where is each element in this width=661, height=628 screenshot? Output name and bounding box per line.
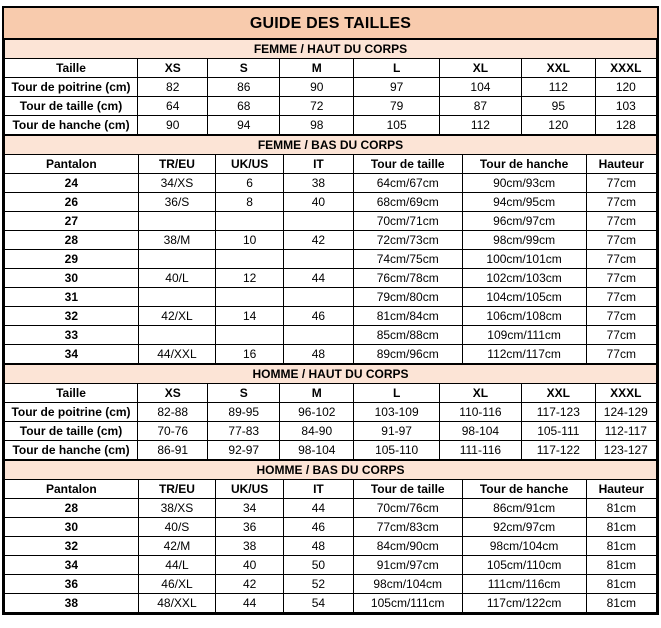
cell (138, 250, 216, 269)
cell: 42 (216, 575, 284, 594)
row-label: 31 (5, 288, 139, 307)
table-row (5, 518, 657, 537)
cell: 91cm/97cm (353, 556, 462, 575)
cell (284, 288, 354, 307)
cell: 103-109 (354, 403, 439, 422)
cell: 128 (595, 116, 656, 135)
cell: 81cm (586, 594, 656, 613)
cell: 97 (354, 78, 439, 97)
cell: 10 (216, 231, 284, 250)
cell: 81cm (586, 575, 656, 594)
cell (284, 212, 354, 231)
table-femme-bas-du-corps (4, 135, 657, 364)
cell: 111cm/116cm (462, 575, 586, 594)
column-header: XXXL (595, 384, 656, 403)
cell: 46/XL (138, 575, 216, 594)
row-label: Tour de hanche (cm) (5, 116, 138, 135)
cell: 44/L (138, 556, 216, 575)
table-row (5, 307, 657, 326)
cell: 98-104 (280, 441, 354, 460)
cell: 44 (284, 499, 354, 518)
cell: 48/XXL (138, 594, 216, 613)
cell: 38 (284, 174, 354, 193)
cell: 90 (138, 116, 208, 135)
section-bar-row (5, 136, 657, 155)
cell: 6 (216, 174, 284, 193)
column-header: Tour de taille (353, 155, 462, 174)
cell: 112-117 (595, 422, 656, 441)
cell (216, 326, 284, 345)
cell: 42 (284, 231, 354, 250)
cell: 38/M (138, 231, 216, 250)
column-header: S (208, 384, 280, 403)
cell: 77cm (586, 174, 656, 193)
cell: 109cm/111cm (462, 326, 586, 345)
cell: 96cm/97cm (462, 212, 586, 231)
cell: 98cm/104cm (462, 537, 586, 556)
cell: 117cm/122cm (462, 594, 586, 613)
cell: 90 (280, 78, 354, 97)
row-label: 26 (5, 193, 139, 212)
cell: 42/XL (138, 307, 216, 326)
row-label: 30 (5, 518, 139, 537)
cell: 70cm/76cm (353, 499, 462, 518)
cell: 112cm/117cm (462, 345, 586, 364)
row-label: 36 (5, 575, 139, 594)
cell: 81cm/84cm (353, 307, 462, 326)
cell: 40/L (138, 269, 216, 288)
table-row (5, 556, 657, 575)
table-femme-haut-du-corps (4, 39, 657, 135)
column-header: TR/EU (138, 480, 216, 499)
cell: 86-91 (138, 441, 208, 460)
cell (138, 288, 216, 307)
cell: 46 (284, 518, 354, 537)
column-header: XXL (521, 59, 595, 78)
column-header: Tour de hanche (462, 155, 586, 174)
cell: 84cm/90cm (353, 537, 462, 556)
row-label: 24 (5, 174, 139, 193)
row-label: 34 (5, 556, 139, 575)
cell: 98cm/99cm (462, 231, 586, 250)
cell: 96-102 (280, 403, 354, 422)
cell: 70cm/71cm (353, 212, 462, 231)
cell: 40/S (138, 518, 216, 537)
cell: 117-122 (521, 441, 595, 460)
cell: 120 (595, 78, 656, 97)
table-row (5, 345, 657, 364)
cell: 100cm/101cm (462, 250, 586, 269)
cell: 77-83 (208, 422, 280, 441)
row-label: 28 (5, 499, 139, 518)
cell: 36 (216, 518, 284, 537)
cell: 81cm (586, 499, 656, 518)
cell: 34/XS (138, 174, 216, 193)
cell: 85cm/88cm (353, 326, 462, 345)
cell: 48 (284, 537, 354, 556)
column-header: UK/US (216, 480, 284, 499)
cell: 16 (216, 345, 284, 364)
column-header: Tour de taille (353, 480, 462, 499)
column-header: XXL (521, 384, 595, 403)
cell: 77cm (586, 307, 656, 326)
column-header: Hauteur (586, 480, 656, 499)
size-guide-sheet (2, 6, 659, 615)
row-label: 34 (5, 345, 139, 364)
section-heading-femme-bas-du-corps: FEMME / BAS DU CORPS (5, 136, 657, 155)
cell: 94 (208, 116, 280, 135)
table-row (5, 441, 657, 460)
cell: 77cm (586, 193, 656, 212)
cell (284, 250, 354, 269)
cell: 92-97 (208, 441, 280, 460)
table-row (5, 575, 657, 594)
row-label: 33 (5, 326, 139, 345)
header-row (5, 384, 657, 403)
cell: 82 (138, 78, 208, 97)
cell: 105cm/110cm (462, 556, 586, 575)
cell: 112 (521, 78, 595, 97)
cell: 74cm/75cm (353, 250, 462, 269)
cell (216, 250, 284, 269)
cell (284, 326, 354, 345)
cell: 120 (521, 116, 595, 135)
cell: 12 (216, 269, 284, 288)
cell: 42/M (138, 537, 216, 556)
section-heading-homme-haut-du-corps: HOMME / HAUT DU CORPS (5, 365, 657, 384)
cell: 112 (439, 116, 521, 135)
cell: 98-104 (439, 422, 521, 441)
cell: 77cm (586, 212, 656, 231)
column-header: UK/US (216, 155, 284, 174)
section-bar-row (5, 40, 657, 59)
cell: 86cm/91cm (462, 499, 586, 518)
cell: 14 (216, 307, 284, 326)
cell: 40 (216, 556, 284, 575)
table-row (5, 594, 657, 613)
row-label: Tour de hanche (cm) (5, 441, 138, 460)
section-bar-row (5, 461, 657, 480)
header-row (5, 480, 657, 499)
table-row (5, 537, 657, 556)
table-row (5, 403, 657, 422)
row-label: Tour de poitrine (cm) (5, 403, 138, 422)
column-header: Hauteur (586, 155, 656, 174)
cell: 44/XXL (138, 345, 216, 364)
cell: 64 (138, 97, 208, 116)
table-homme-bas-du-corps (4, 460, 657, 613)
table-row (5, 78, 657, 97)
cell: 105 (354, 116, 439, 135)
cell: 79 (354, 97, 439, 116)
cell: 86 (208, 78, 280, 97)
row-label: 27 (5, 212, 139, 231)
cell: 36/S (138, 193, 216, 212)
cell (216, 288, 284, 307)
cell (138, 212, 216, 231)
cell: 98 (280, 116, 354, 135)
cell: 102cm/103cm (462, 269, 586, 288)
row-label: 30 (5, 269, 139, 288)
cell: 105cm/111cm (353, 594, 462, 613)
cell: 76cm/78cm (353, 269, 462, 288)
cell: 104cm/105cm (462, 288, 586, 307)
cell: 68 (208, 97, 280, 116)
cell: 50 (284, 556, 354, 575)
row-label: Tour de taille (cm) (5, 422, 138, 441)
column-header: XXXL (595, 59, 656, 78)
cell: 103 (595, 97, 656, 116)
table-row (5, 116, 657, 135)
table-row (5, 288, 657, 307)
column-header: Taille (5, 384, 138, 403)
cell: 89-95 (208, 403, 280, 422)
cell: 64cm/67cm (353, 174, 462, 193)
cell: 77cm/83cm (353, 518, 462, 537)
cell: 77cm (586, 288, 656, 307)
cell (216, 212, 284, 231)
column-header: L (354, 384, 439, 403)
cell: 8 (216, 193, 284, 212)
cell: 38 (216, 537, 284, 556)
table-row (5, 193, 657, 212)
cell: 44 (216, 594, 284, 613)
column-header: Pantalon (5, 155, 139, 174)
cell: 81cm (586, 556, 656, 575)
section-heading-homme-bas-du-corps: HOMME / BAS DU CORPS (5, 461, 657, 480)
header-row (5, 59, 657, 78)
cell: 90cm/93cm (462, 174, 586, 193)
header-row (5, 155, 657, 174)
cell: 110-116 (439, 403, 521, 422)
cell: 68cm/69cm (353, 193, 462, 212)
table-row (5, 231, 657, 250)
cell: 89cm/96cm (353, 345, 462, 364)
cell: 77cm (586, 326, 656, 345)
cell: 77cm (586, 250, 656, 269)
column-header: XS (138, 384, 208, 403)
cell: 84-90 (280, 422, 354, 441)
cell: 77cm (586, 269, 656, 288)
table-row (5, 422, 657, 441)
cell: 117-123 (521, 403, 595, 422)
column-header: S (208, 59, 280, 78)
column-header: XL (439, 384, 521, 403)
cell: 104 (439, 78, 521, 97)
table-row (5, 97, 657, 116)
cell (138, 326, 216, 345)
cell: 34 (216, 499, 284, 518)
cell: 82-88 (138, 403, 208, 422)
row-label: 38 (5, 594, 139, 613)
cell: 106cm/108cm (462, 307, 586, 326)
cell: 77cm (586, 345, 656, 364)
column-header: Tour de hanche (462, 480, 586, 499)
cell: 123-127 (595, 441, 656, 460)
cell: 95 (521, 97, 595, 116)
column-header: XS (138, 59, 208, 78)
table-row (5, 269, 657, 288)
row-label: 28 (5, 231, 139, 250)
column-header: M (280, 59, 354, 78)
column-header: Pantalon (5, 480, 139, 499)
cell: 72 (280, 97, 354, 116)
cell: 81cm (586, 518, 656, 537)
cell: 81cm (586, 537, 656, 556)
cell: 79cm/80cm (353, 288, 462, 307)
cell: 70-76 (138, 422, 208, 441)
column-header: M (280, 384, 354, 403)
cell: 124-129 (595, 403, 656, 422)
sections-container (4, 39, 657, 613)
cell: 38/XS (138, 499, 216, 518)
cell: 77cm (586, 231, 656, 250)
table-row (5, 250, 657, 269)
cell: 48 (284, 345, 354, 364)
column-header: L (354, 59, 439, 78)
cell: 105-110 (354, 441, 439, 460)
column-header: XL (439, 59, 521, 78)
cell: 98cm/104cm (353, 575, 462, 594)
row-label: 32 (5, 537, 139, 556)
cell: 46 (284, 307, 354, 326)
table-row (5, 326, 657, 345)
cell: 54 (284, 594, 354, 613)
cell: 40 (284, 193, 354, 212)
table-row (5, 174, 657, 193)
row-label: 29 (5, 250, 139, 269)
section-bar-row (5, 365, 657, 384)
page-title: GUIDE DES TAILLES (4, 8, 657, 39)
cell: 91-97 (354, 422, 439, 441)
cell: 72cm/73cm (353, 231, 462, 250)
column-header: Taille (5, 59, 138, 78)
row-label: 32 (5, 307, 139, 326)
column-header: IT (284, 155, 354, 174)
column-header: IT (284, 480, 354, 499)
cell: 87 (439, 97, 521, 116)
table-row (5, 212, 657, 231)
row-label: Tour de poitrine (cm) (5, 78, 138, 97)
table-row (5, 499, 657, 518)
table-homme-haut-du-corps (4, 364, 657, 460)
section-heading-femme-haut-du-corps: FEMME / HAUT DU CORPS (5, 40, 657, 59)
cell: 111-116 (439, 441, 521, 460)
row-label: Tour de taille (cm) (5, 97, 138, 116)
cell: 94cm/95cm (462, 193, 586, 212)
cell: 52 (284, 575, 354, 594)
cell: 105-111 (521, 422, 595, 441)
cell: 44 (284, 269, 354, 288)
column-header: TR/EU (138, 155, 216, 174)
cell: 92cm/97cm (462, 518, 586, 537)
